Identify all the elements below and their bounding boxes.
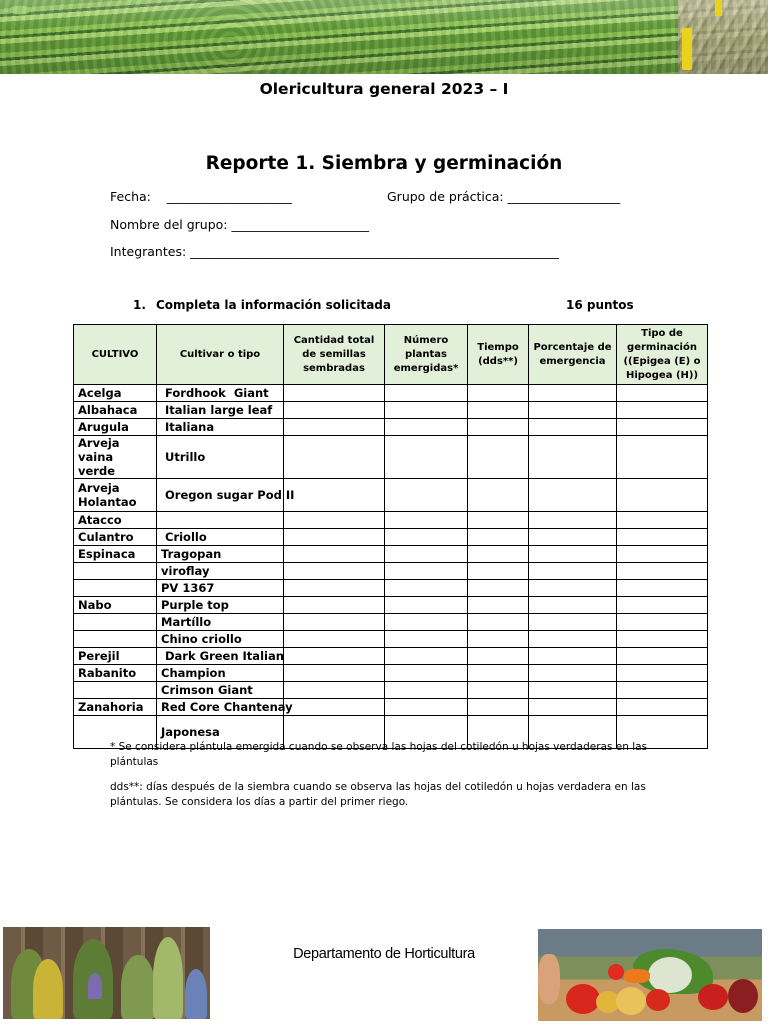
herb-bunch xyxy=(33,959,63,1019)
cultivar-cell: Japonesa xyxy=(157,716,284,749)
tipo-germinacion-cell[interactable] xyxy=(617,402,708,419)
plantas-cell[interactable] xyxy=(385,512,468,529)
header-tipo-germinacion: Tipo de germinación ((Epigea (E) o Hipogea (H)) xyxy=(617,325,708,385)
integrantes-field: Integrantes: ___________________________________________________________ xyxy=(110,244,559,259)
cultivo-cell: Rabanito xyxy=(74,665,157,682)
cantidad-cell[interactable] xyxy=(284,597,385,614)
header-numero-plantas: Número plantas emergidas* xyxy=(385,325,468,385)
plantas-cell[interactable] xyxy=(385,665,468,682)
herb-flower xyxy=(185,969,207,1019)
cultivo-cell: Arveja vaina verde xyxy=(74,436,157,479)
plantas-cell[interactable] xyxy=(385,385,468,402)
grupo-practica-field: Grupo de práctica: __________________ xyxy=(387,189,621,204)
table-row xyxy=(74,580,708,597)
header-porcentaje: Porcentaje de emergencia xyxy=(529,325,617,385)
tipo-germinacion-cell[interactable] xyxy=(617,546,708,563)
tiempo-cell[interactable] xyxy=(468,479,529,512)
cantidad-cell[interactable] xyxy=(284,546,385,563)
cultivo-cell: Arugula xyxy=(74,419,157,436)
table-row xyxy=(74,419,708,436)
porcentaje-cell[interactable] xyxy=(529,419,617,436)
cultivar-cell: Italiana xyxy=(157,419,284,436)
cultivar-cell: viroflay xyxy=(157,563,284,580)
red-pepper xyxy=(728,979,758,1013)
instruction-text: Completa la información solicitada xyxy=(156,298,391,312)
herb-flower xyxy=(88,973,102,999)
table-row xyxy=(74,546,708,563)
cultivo-cell: Acelga xyxy=(74,385,157,402)
cultivar-cell: PV 1367 xyxy=(157,580,284,597)
cultivo-cell: Arveja Holantao xyxy=(74,479,157,512)
footnote-dds: dds**: días después de la siembra cuando se observa las hojas del cotiledón u hojas verdadera en las plántulas. Se considera los días a partir del primer riego. xyxy=(110,781,646,808)
tipo-germinacion-cell[interactable] xyxy=(617,385,708,402)
plantas-cell[interactable] xyxy=(385,648,468,665)
porcentaje-cell[interactable] xyxy=(529,597,617,614)
tiempo-cell[interactable] xyxy=(468,512,529,529)
plantas-cell[interactable] xyxy=(385,546,468,563)
footer-herbs-image xyxy=(3,927,210,1019)
cantidad-cell[interactable] xyxy=(284,419,385,436)
cultivar-cell: Chino criollo xyxy=(157,631,284,648)
cantidad-cell[interactable] xyxy=(284,512,385,529)
table-row xyxy=(74,614,708,631)
cultivo-cell xyxy=(74,682,157,699)
cantidad-cell[interactable] xyxy=(284,631,385,648)
tipo-germinacion-cell[interactable] xyxy=(617,436,708,479)
porcentaje-cell[interactable] xyxy=(529,631,617,648)
cultivar-cell: Tragopan xyxy=(157,546,284,563)
plantas-cell[interactable] xyxy=(385,419,468,436)
plantas-cell[interactable] xyxy=(385,597,468,614)
porcentaje-cell[interactable] xyxy=(529,479,617,512)
cultivo-cell: Culantro xyxy=(74,529,157,546)
table-row xyxy=(74,682,708,699)
cantidad-cell[interactable] xyxy=(284,699,385,716)
instruction-number: 1. xyxy=(133,298,146,312)
tipo-germinacion-cell[interactable] xyxy=(617,682,708,699)
cultivo-cell xyxy=(74,631,157,648)
porcentaje-cell[interactable] xyxy=(529,699,617,716)
plantas-cell[interactable] xyxy=(385,614,468,631)
table-header-row xyxy=(74,325,708,385)
porcentaje-cell[interactable] xyxy=(529,563,617,580)
plantas-cell[interactable] xyxy=(385,699,468,716)
tiempo-cell[interactable] xyxy=(468,580,529,597)
cultivo-cell xyxy=(74,563,157,580)
table-row xyxy=(74,699,708,716)
cantidad-cell[interactable] xyxy=(284,529,385,546)
herb-bunch xyxy=(153,937,183,1019)
porcentaje-cell[interactable] xyxy=(529,436,617,479)
porcentaje-cell[interactable] xyxy=(529,665,617,682)
cultivar-cell: Italian large leaf xyxy=(157,402,284,419)
tiempo-cell[interactable] xyxy=(468,614,529,631)
tiempo-cell[interactable] xyxy=(468,648,529,665)
cultivar-cell: Utrillo xyxy=(157,436,284,479)
table-row xyxy=(74,597,708,614)
header-banner-lettuce-field-image xyxy=(0,0,768,74)
table-row xyxy=(74,402,708,419)
tipo-germinacion-cell[interactable] xyxy=(617,512,708,529)
cultivar-cell: Criollo xyxy=(157,529,284,546)
cultivar-cell: Fordhook Giant xyxy=(157,385,284,402)
header-tiempo: Tiempo (dds**) xyxy=(468,325,529,385)
tipo-germinacion-cell[interactable] xyxy=(617,419,708,436)
tipo-germinacion-cell[interactable] xyxy=(617,563,708,580)
germination-table xyxy=(73,324,708,749)
tipo-germinacion-cell[interactable] xyxy=(617,631,708,648)
tiempo-cell[interactable] xyxy=(468,699,529,716)
cultivo-cell xyxy=(74,614,157,631)
tipo-germinacion-cell[interactable] xyxy=(617,699,708,716)
table-row xyxy=(74,648,708,665)
plantas-cell[interactable] xyxy=(385,402,468,419)
cultivo-cell: Albahaca xyxy=(74,402,157,419)
cabbage xyxy=(648,957,692,993)
cantidad-cell[interactable] xyxy=(284,580,385,597)
tiempo-cell[interactable] xyxy=(468,436,529,479)
tiempo-cell[interactable] xyxy=(468,631,529,648)
plantas-cell[interactable] xyxy=(385,631,468,648)
header-cultivar: Cultivar o tipo xyxy=(157,325,284,385)
porcentaje-cell[interactable] xyxy=(529,648,617,665)
carrot xyxy=(624,969,650,983)
cherry-tomato xyxy=(608,964,624,980)
banner-yellow-tag xyxy=(682,28,692,70)
porcentaje-cell[interactable] xyxy=(529,512,617,529)
header-cultivo: CULTIVO xyxy=(74,325,157,385)
footnote-emergida: * Se considera plántula emergida cuando se observa las hojas del cotiledón u hojas verdaderas en las plántulas xyxy=(110,741,648,768)
table-row xyxy=(74,665,708,682)
table-row xyxy=(74,479,708,512)
cantidad-cell[interactable] xyxy=(284,385,385,402)
tipo-germinacion-cell[interactable] xyxy=(617,648,708,665)
plantas-cell[interactable] xyxy=(385,563,468,580)
porcentaje-cell[interactable] xyxy=(529,529,617,546)
cantidad-cell[interactable] xyxy=(284,648,385,665)
cantidad-cell[interactable] xyxy=(284,665,385,682)
tipo-germinacion-cell[interactable] xyxy=(617,597,708,614)
instruction-points: 16 puntos xyxy=(566,298,634,312)
table-row xyxy=(74,631,708,648)
tiempo-cell[interactable] xyxy=(468,385,529,402)
cultivo-cell: Espinaca xyxy=(74,546,157,563)
fecha-field: Fecha: ____________________ xyxy=(110,189,292,204)
cantidad-cell[interactable] xyxy=(284,682,385,699)
cantidad-cell[interactable] xyxy=(284,402,385,419)
cultivo-cell: Atacco xyxy=(74,512,157,529)
table-row xyxy=(74,436,708,479)
cultivar-cell: Martíllo xyxy=(157,614,284,631)
porcentaje-cell[interactable] xyxy=(529,402,617,419)
porcentaje-cell[interactable] xyxy=(529,682,617,699)
porcentaje-cell[interactable] xyxy=(529,580,617,597)
cultivo-cell: Nabo xyxy=(74,597,157,614)
cultivar-cell: Oregon sugar Pod II xyxy=(157,479,284,512)
plantas-cell[interactable] xyxy=(385,682,468,699)
tiempo-cell[interactable] xyxy=(468,419,529,436)
plantas-cell[interactable] xyxy=(385,529,468,546)
cultivar-cell: Dark Green Italian xyxy=(157,648,284,665)
tiempo-cell[interactable] xyxy=(468,682,529,699)
header-cantidad-semillas: Cantidad total de semillas sembradas xyxy=(284,325,385,385)
cultivo-cell: Perejil xyxy=(74,648,157,665)
cantidad-cell[interactable] xyxy=(284,436,385,479)
report-title: Reporte 1. Siembra y germinación xyxy=(205,153,563,174)
cultivar-cell: Purple top xyxy=(157,597,284,614)
cultivo-cell xyxy=(74,580,157,597)
tiempo-cell[interactable] xyxy=(468,665,529,682)
plantas-cell[interactable] xyxy=(385,580,468,597)
tipo-germinacion-cell[interactable] xyxy=(617,479,708,512)
cultivar-cell: Champion xyxy=(157,665,284,682)
tipo-germinacion-cell[interactable] xyxy=(617,614,708,631)
tomato xyxy=(646,989,670,1011)
table-row xyxy=(74,529,708,546)
tomato xyxy=(698,984,728,1010)
tipo-germinacion-cell[interactable] xyxy=(617,580,708,597)
porcentaje-cell[interactable] xyxy=(529,614,617,631)
cantidad-cell[interactable] xyxy=(284,479,385,512)
cantidad-cell[interactable] xyxy=(284,563,385,580)
tiempo-cell[interactable] xyxy=(468,597,529,614)
department-name: Departamento de Horticultura xyxy=(293,946,475,962)
course-title: Olericultura general 2023 – I xyxy=(259,80,509,98)
cultivar-cell: Crimson Giant xyxy=(157,682,284,699)
cultivar-cell xyxy=(157,512,284,529)
table-row xyxy=(74,512,708,529)
table-row xyxy=(74,385,708,402)
plantas-cell[interactable] xyxy=(385,436,468,479)
tiempo-cell[interactable] xyxy=(468,529,529,546)
potato xyxy=(616,987,646,1015)
tiempo-cell[interactable] xyxy=(468,546,529,563)
nombre-grupo-field: Nombre del grupo: ______________________ xyxy=(110,217,369,232)
table-row xyxy=(74,563,708,580)
porcentaje-cell[interactable] xyxy=(529,385,617,402)
cantidad-cell[interactable] xyxy=(284,614,385,631)
cultivar-cell: Red Core Chantenay xyxy=(157,699,284,716)
porcentaje-cell[interactable] xyxy=(529,546,617,563)
hand xyxy=(538,954,560,1004)
tiempo-cell[interactable] xyxy=(468,402,529,419)
plantas-cell[interactable] xyxy=(385,479,468,512)
banner-yellow-tag xyxy=(715,0,722,16)
cultivo-cell: Zanahoria xyxy=(74,699,157,716)
tomato xyxy=(566,984,600,1014)
tipo-germinacion-cell[interactable] xyxy=(617,665,708,682)
herb-bunch xyxy=(121,955,155,1019)
footer-vegetables-image xyxy=(538,929,762,1021)
tipo-germinacion-cell[interactable] xyxy=(617,529,708,546)
tiempo-cell[interactable] xyxy=(468,563,529,580)
